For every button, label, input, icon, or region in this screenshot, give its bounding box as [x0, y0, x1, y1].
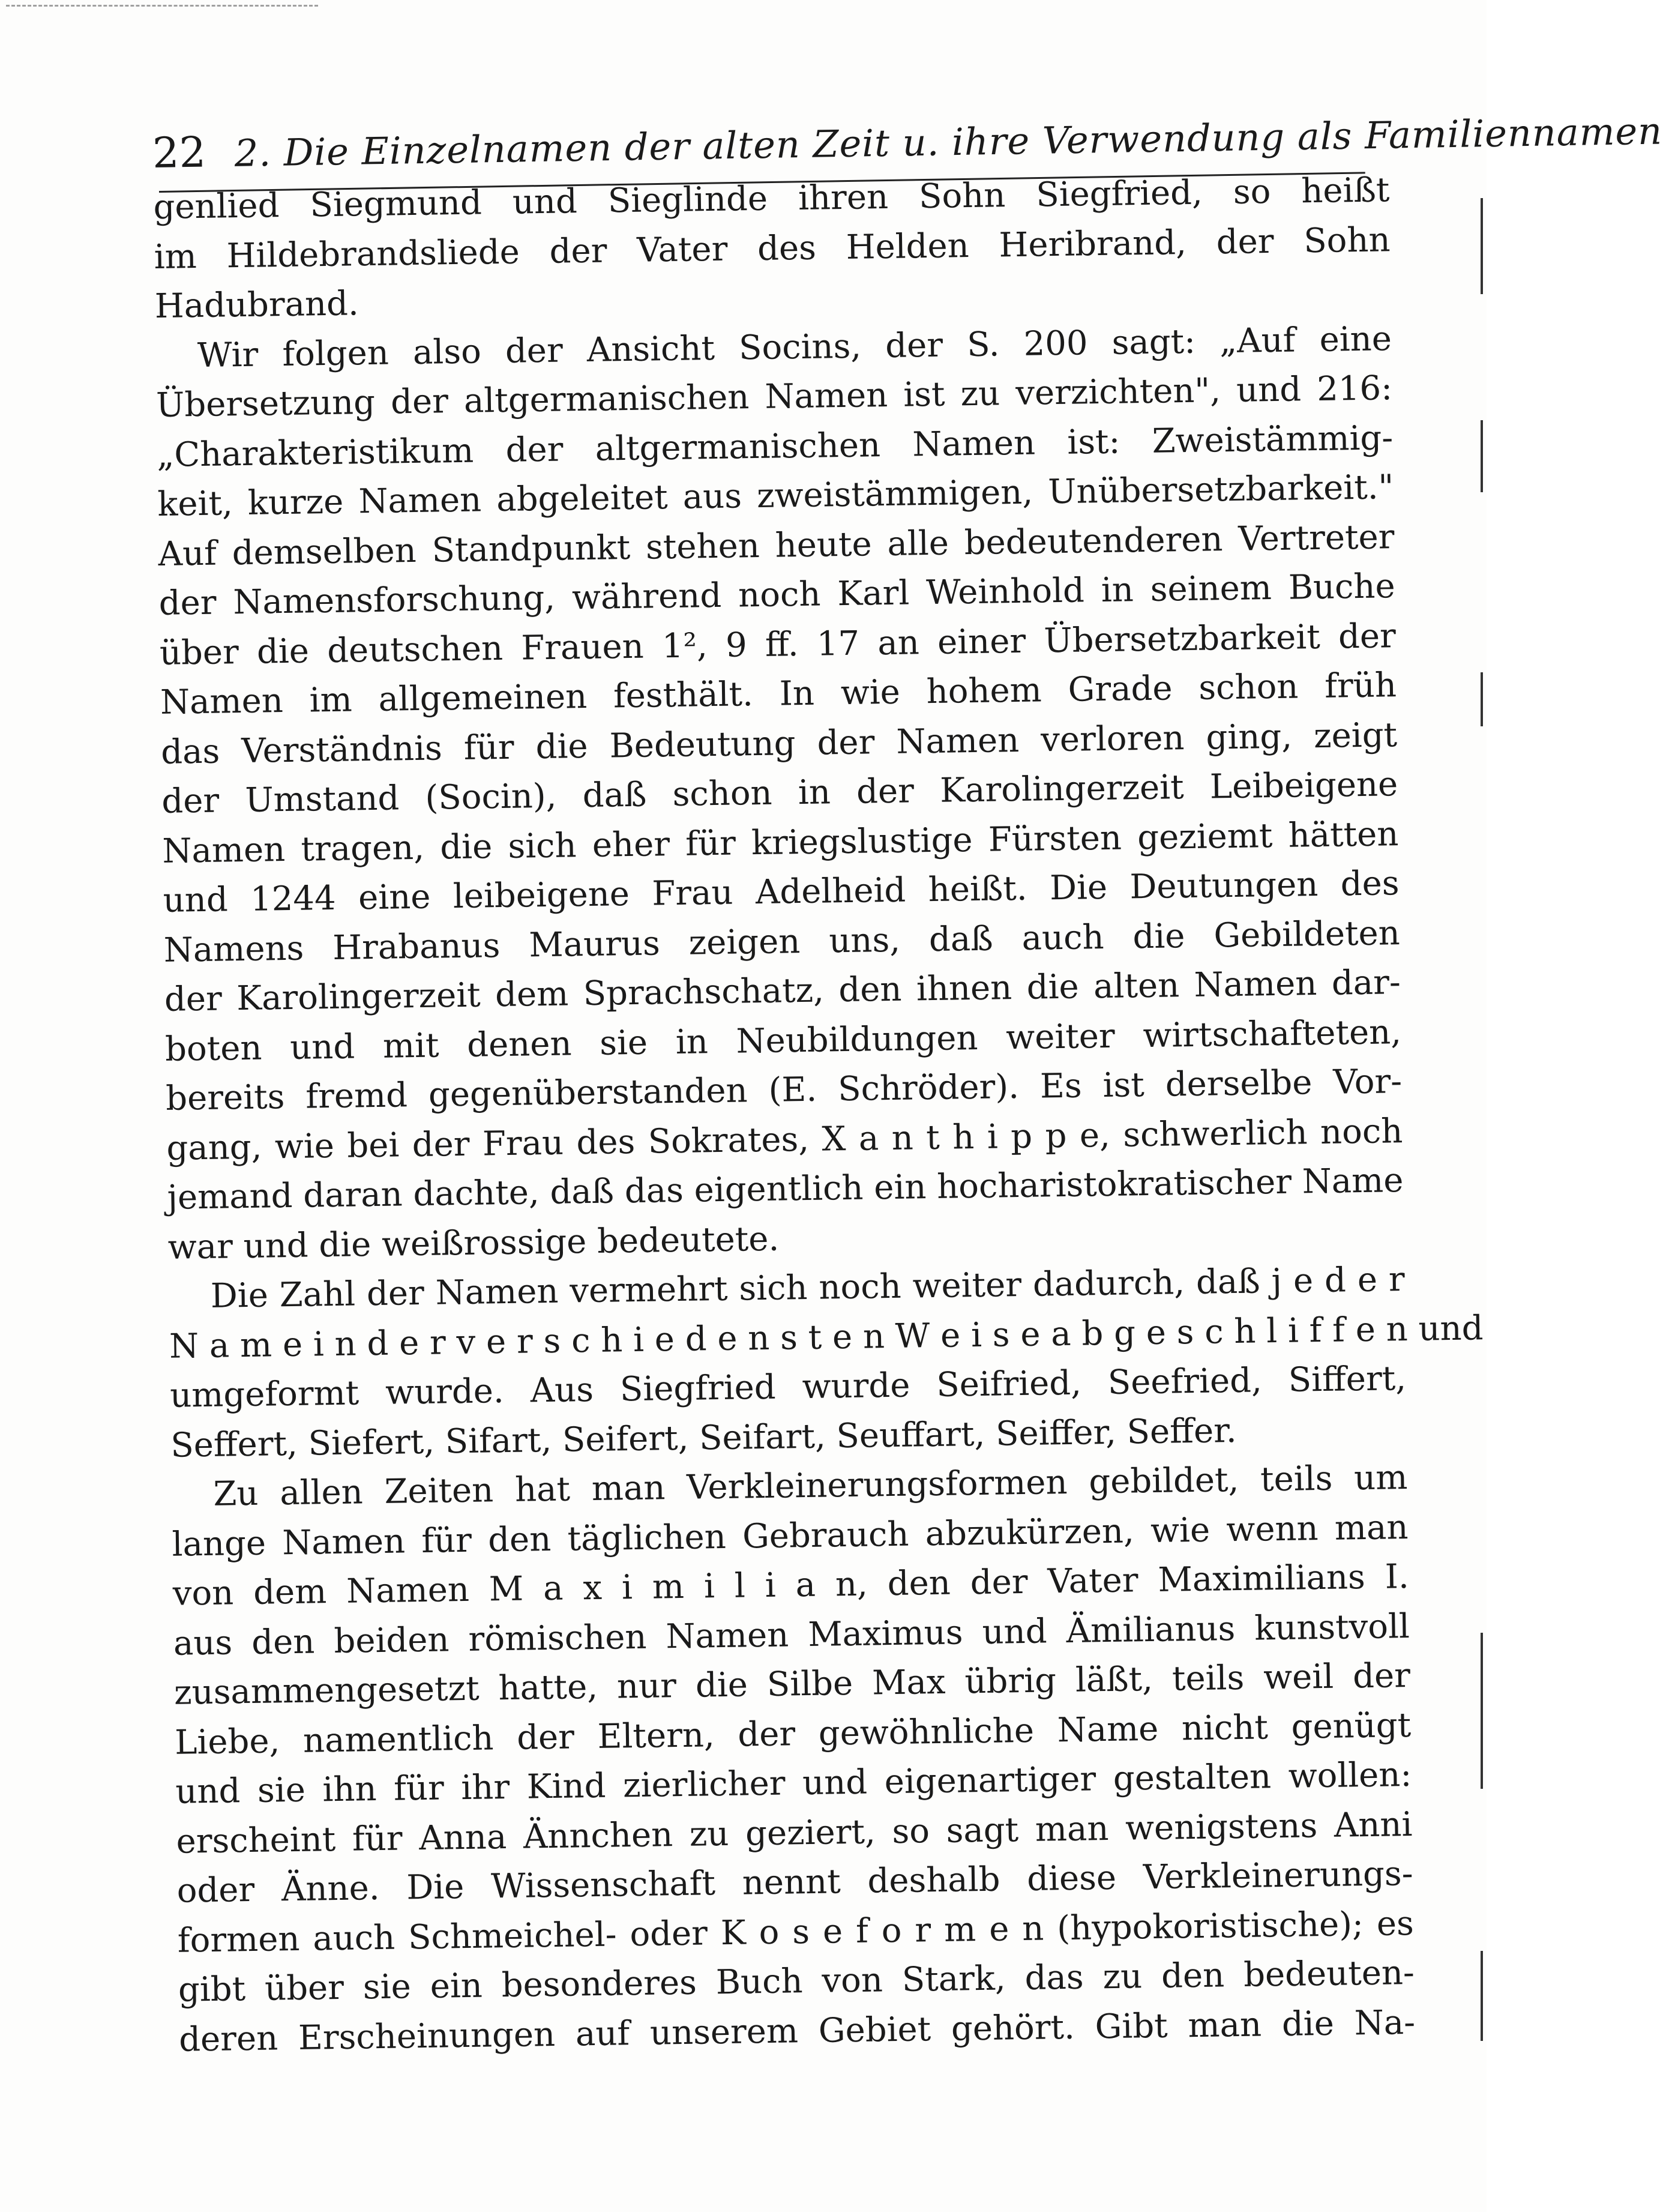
text-line: gibt über sie ein besonderes Buch von Stark, das zu den bedeuten-	[178, 1953, 1415, 2010]
text-line: über die deutschen Frauen 1², 9 ff. 17 an einer Übersetzbarkeit der	[159, 616, 1397, 673]
text-line: Namens Hrabanus Maurus zeigen uns, daß auch die Gebildeten	[163, 913, 1401, 970]
scan-edge-mark-right	[1481, 420, 1483, 492]
text-line: jemand daran dachte, daß das eigentlich ein hocharistokratischer Name	[167, 1161, 1404, 1217]
text-line: umgeformt wurde. Aus Siegfried wurde Seifried, Seefried, Siffert,	[169, 1359, 1407, 1415]
text-line: formen auch Schmeichel- oder K o s e f o r m e n (hypokoristische); es	[177, 1903, 1415, 1960]
text-line: der Umstand (Socin), daß schon in der Karolingerzeit Leibeigene	[161, 765, 1398, 821]
text-line: deren Erscheinungen auf unserem Gebiet gehört. Gibt man die Na-	[178, 2003, 1416, 2060]
text-line: Namen im allgemeinen festhält. In wie hohem Grade schon früh	[160, 666, 1397, 722]
text-line: der Karolingerzeit dem Sprachschatz, den ihnen die alten Namen dar-	[164, 963, 1401, 1019]
text-line: aus den beiden römischen Namen Maximus und Ämilianus kunstvoll	[173, 1606, 1410, 1663]
text-line: der Namensforschung, während noch Karl Weinhold in seinem Buche	[158, 567, 1396, 623]
text-line: boten und mit denen sie in Neubildungen weiter wirtschafteten,	[164, 1012, 1402, 1069]
text-line: gang, wie bei der Frau des Sokrates, X a n t h i p p e, schwerlich noch	[166, 1111, 1403, 1168]
text-line: Namen tragen, die sich eher für kriegslustige Fürsten geziemt hätten	[162, 814, 1399, 871]
scan-edge-mark	[6, 5, 318, 10]
text-line: Seffert, Siefert, Sifart, Seifert, Seifart, Seuffart, Seiffer, Seffer.	[170, 1411, 1237, 1465]
body-text	[153, 166, 1484, 2064]
scan-edge-mark-right	[1481, 198, 1483, 294]
scan-edge-mark-right	[1481, 1633, 1483, 1789]
text-line: keit, kurze Namen abgeleitet aus zweistämmigen, Unübersetzbarkeit."	[157, 468, 1394, 524]
text-line: Zu allen Zeiten hat man Verkleinerungsformen gebildet, teils um	[213, 1458, 1408, 1514]
text-line: lange Namen für den täglichen Gebrauch abzukürzen, wie wenn man	[172, 1507, 1409, 1564]
text-line: Wir folgen also der Ansicht Socins, der S. 200 sagt: „Auf eine	[197, 319, 1392, 375]
text-line: von dem Namen M a x i m i l i a n, den der Vater Maximilians I.	[172, 1557, 1410, 1614]
text-line: das Verständnis für die Bedeutung der Namen verloren ging, zeigt	[160, 715, 1398, 772]
text-line: Die Zahl der Namen vermehrt sich noch weiter dadurch, daß j e d e r	[210, 1260, 1406, 1316]
text-line: „Charakteristikum der altgermanischen Namen ist: Zweistämmig-	[156, 418, 1394, 475]
running-title: 2. Die Einzelnamen der alten Zeit u. ihre Verwendung als Familiennamen	[234, 109, 1663, 175]
text-line: Auf demselben Standpunkt stehen heute alle bedeutenderen Vertreter	[158, 517, 1395, 574]
text-line: N a m e i n d e r v e r s c h i e d e n s t e n W e i s e a b g e s c h l i f f e n und	[169, 1308, 1484, 1366]
text-line: genlied Siegmund und Sieglinde ihren Sohn Siegfried, so heißt	[153, 170, 1390, 227]
text-line: Liebe, namentlich der Eltern, der gewöhnliche Name nicht genügt	[174, 1705, 1412, 1762]
text-line: oder Änne. Die Wissenschaft nennt deshalb diese Verkleinerungs-	[176, 1854, 1413, 1911]
scan-edge-mark-right	[1481, 1951, 1483, 2041]
text-line: war und die weißrossige bedeutete.	[167, 1219, 780, 1267]
scan-edge-mark-right	[1481, 672, 1483, 726]
text-line: zusammengesetzt hatte, nur die Silbe Max übrig läßt, teils weil der	[173, 1656, 1411, 1713]
text-line: Übersetzung der altgermanischen Namen ist zu verzichten", und 216:	[155, 369, 1393, 425]
text-line: bereits fremd gegenüberstanden (E. Schröder). Es ist derselbe Vor-	[165, 1062, 1403, 1118]
page-number: 22	[152, 127, 206, 178]
text-line: Hadubrand.	[154, 284, 359, 326]
text-line: im Hildebrandsliede der Vater des Helden Heribrand, der Sohn	[154, 220, 1391, 277]
text-line: und sie ihn für ihr Kind zierlicher und eigenartiger gestalten wollen:	[175, 1755, 1412, 1812]
text-line: und 1244 eine leibeigene Frau Adelheid heißt. Die Deutungen des	[163, 864, 1400, 920]
text-line: erscheint für Anna Ännchen zu geziert, so sagt man wenigstens Anni	[176, 1804, 1413, 1861]
